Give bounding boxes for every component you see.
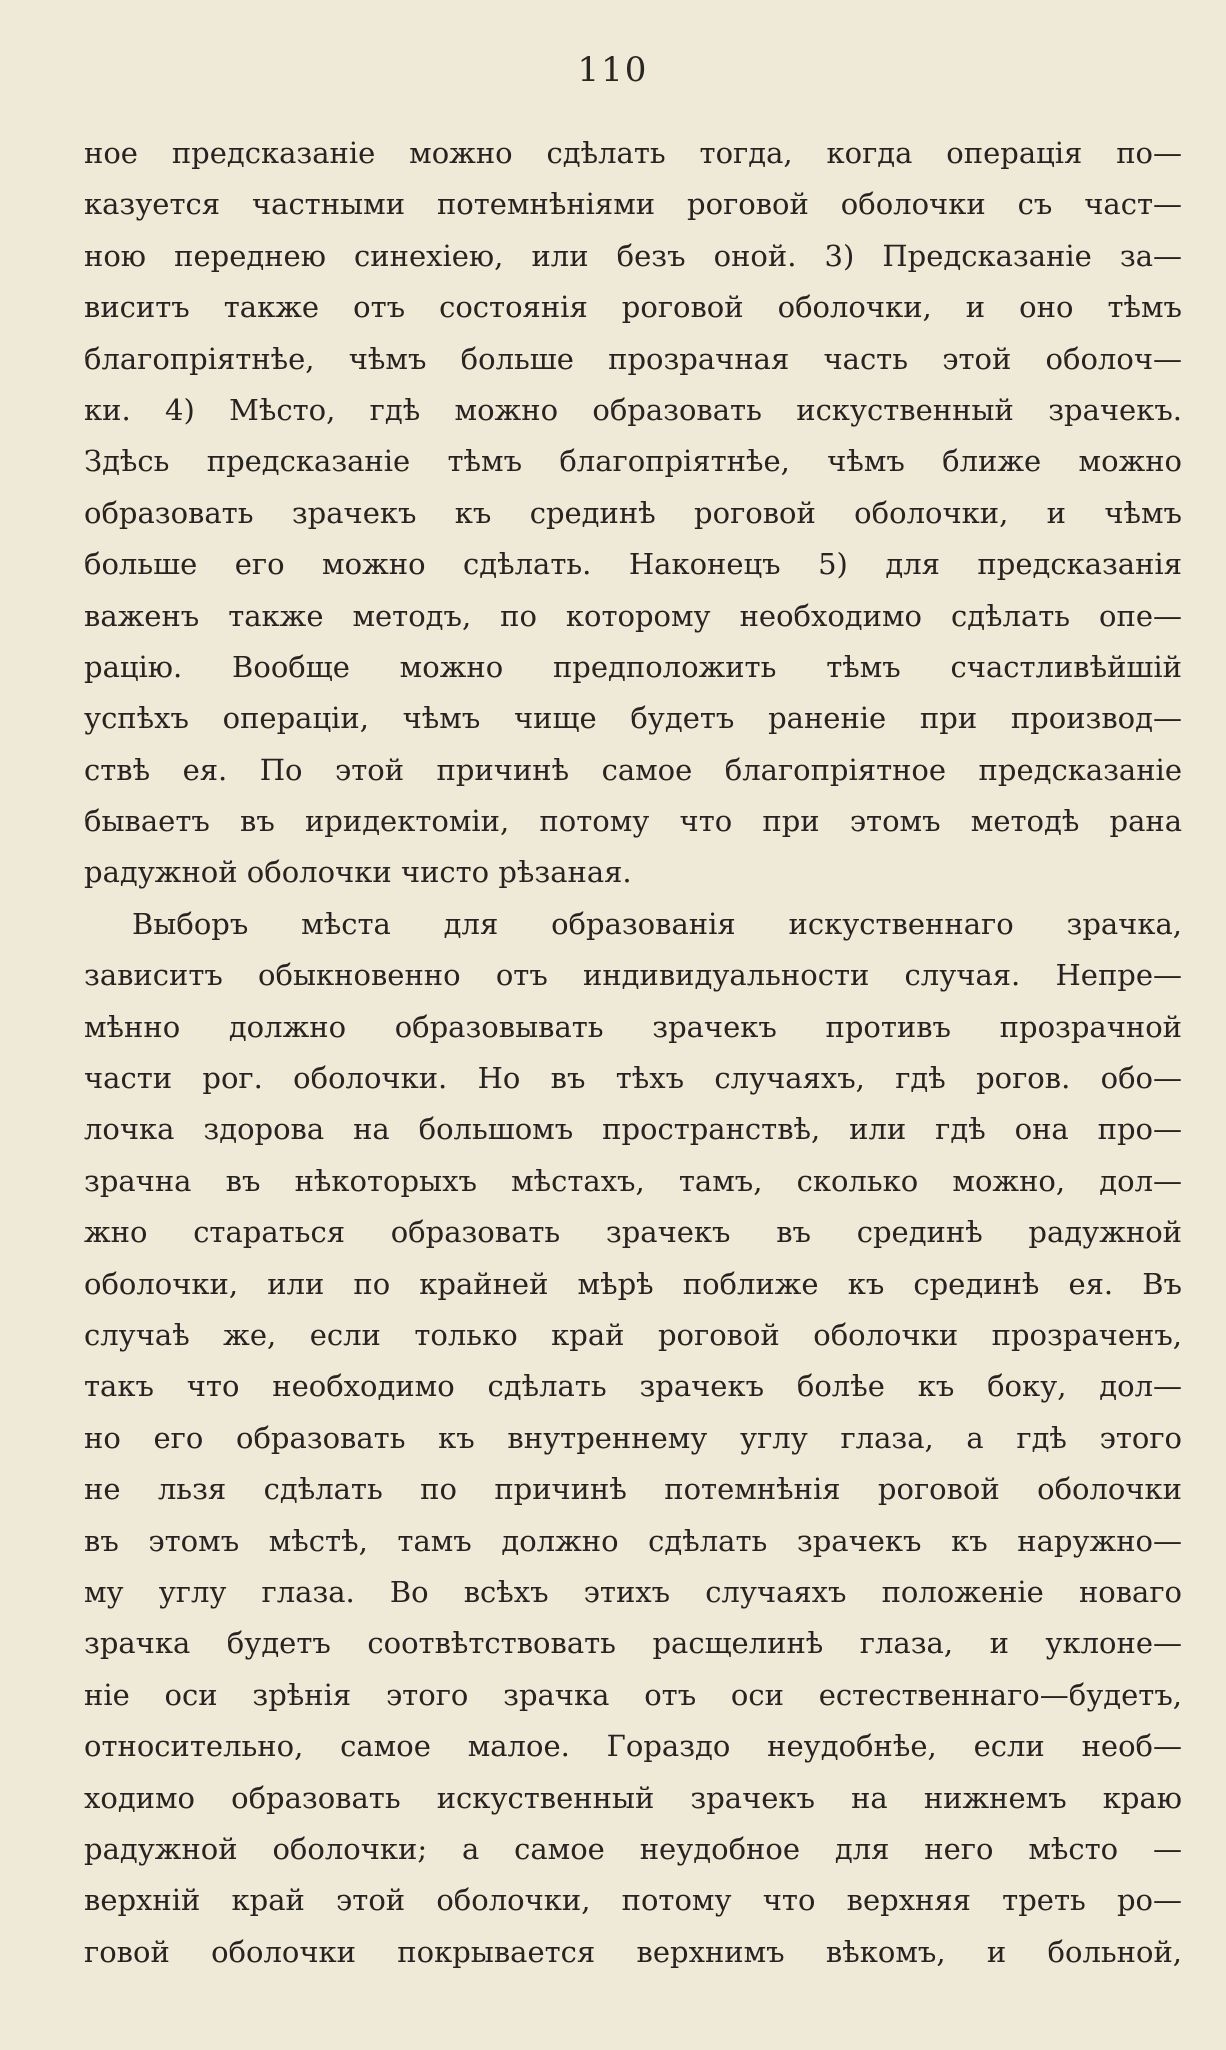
text-line: ствѣ ея. По этой причинѣ самое благопріятное предсказаніе bbox=[84, 752, 1182, 787]
text-line: лочка здорова на большомъ пространствѣ, или гдѣ она про— bbox=[84, 1112, 1182, 1147]
text-line: части рог. оболочки. Но въ тѣхъ случаяхъ, гдѣ рогов. обо— bbox=[84, 1061, 1182, 1096]
text-line: виситъ также отъ состоянія роговой оболочки, и оно тѣмъ bbox=[84, 290, 1182, 325]
text-line: ки. 4) Мѣсто, гдѣ можно образовать искуственный зрачекъ. bbox=[84, 392, 1182, 427]
text-line: важенъ также методъ, по которому необходимо сдѣлать опе— bbox=[84, 598, 1182, 633]
text-line: казуется частными потемнѣніями роговой оболочки съ част— bbox=[84, 187, 1182, 222]
body-text bbox=[84, 128, 1182, 1978]
text-line: зависитъ обыкновенно отъ индивидуальности случая. Непре— bbox=[84, 958, 1182, 993]
text-line: мѣнно должно образовывать зрачекъ противъ прозрачной bbox=[84, 1009, 1182, 1044]
text-line: ною переднею синехіею, или безъ оной. 3) Предсказаніе за— bbox=[84, 238, 1182, 273]
text-line: зрачка будетъ соотвѣтствовать расщелинѣ глаза, и уклоне— bbox=[84, 1626, 1182, 1661]
text-line: рацію. Вообще можно предположить тѣмъ счастливѣйшій bbox=[84, 649, 1182, 684]
text-line: благопріятнѣе, чѣмъ больше прозрачная часть этой оболоч— bbox=[84, 341, 1182, 376]
text-line: ніе оси зрѣнія этого зрачка отъ оси естественнаго—будетъ, bbox=[84, 1677, 1182, 1712]
text-line: случаѣ же, если только край роговой оболочки прозраченъ, bbox=[84, 1317, 1182, 1352]
text-line: не льзя сдѣлать по причинѣ потемнѣнія роговой оболочки bbox=[84, 1472, 1182, 1507]
text-line: но его образовать къ внутреннему углу глаза, а гдѣ этого bbox=[84, 1420, 1182, 1455]
text-line: успѣхъ операціи, чѣмъ чище будетъ раненіе при производ— bbox=[84, 701, 1182, 736]
paragraph-last-line: радужной оболочки чисто рѣзаная. bbox=[84, 855, 632, 890]
page-number: 110 bbox=[577, 50, 649, 90]
text-line: му углу глаза. Во всѣхъ этихъ случаяхъ положеніе новаго bbox=[84, 1574, 1182, 1609]
text-line: зрачна въ нѣкоторыхъ мѣстахъ, тамъ, сколько можно, дол— bbox=[84, 1163, 1182, 1198]
text-line: ное предсказаніе можно сдѣлать тогда, когда операція по— bbox=[84, 136, 1182, 170]
text-line: относительно, самое малое. Гораздо неудобнѣе, если необ— bbox=[84, 1729, 1182, 1764]
text-line: Здѣсь предсказаніе тѣмъ благопріятнѣе, чѣмъ ближе можно bbox=[84, 444, 1182, 479]
text-line: верхній край этой оболочки, потому что верхняя треть ро— bbox=[84, 1883, 1182, 1918]
text-line: говой оболочки покрывается верхнимъ вѣкомъ, и больной, bbox=[84, 1934, 1182, 1969]
text-line: больше его можно сдѣлать. Наконецъ 5) для предсказанія bbox=[84, 547, 1182, 582]
text-line: образовать зрачекъ къ срединѣ роговой оболочки, и чѣмъ bbox=[84, 495, 1182, 530]
text-line: радужной оболочки; а самое неудобное для него мѣсто — bbox=[84, 1831, 1182, 1866]
text-line: оболочки, или по крайней мѣрѣ поближе къ срединѣ ея. Въ bbox=[84, 1266, 1182, 1301]
text-line: такъ что необходимо сдѣлать зрачекъ болѣе къ боку, дол— bbox=[84, 1369, 1182, 1404]
paragraph-first-line: Выборъ мѣста для образованія искуственнаго зрачка, bbox=[132, 906, 1182, 941]
text-line: въ этомъ мѣстѣ, тамъ должно сдѣлать зрачекъ къ наружно— bbox=[84, 1523, 1182, 1558]
text-line: жно стараться образовать зрачекъ въ срединѣ радужной bbox=[84, 1215, 1182, 1250]
text-line: бываетъ въ иридектоміи, потому что при этомъ методѣ рана bbox=[84, 804, 1182, 839]
text-line: ходимо образовать искуственный зрачекъ на нижнемъ краю bbox=[84, 1780, 1182, 1815]
